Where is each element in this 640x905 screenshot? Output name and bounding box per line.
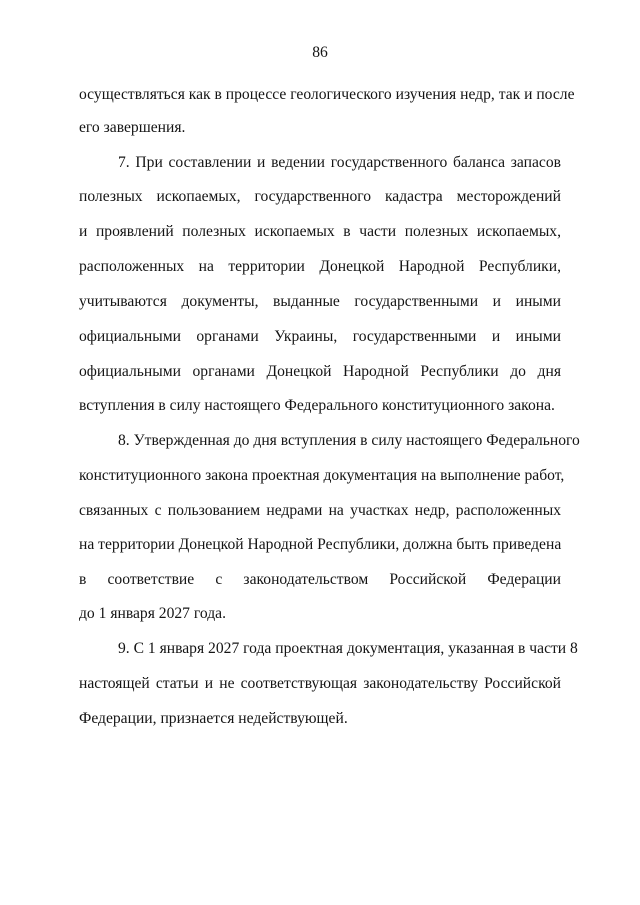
text-line: в соответствие с законодательством Российской Федерации bbox=[79, 571, 561, 588]
paragraph-9-start: 9. С 1 января 2027 года проектная документация, указанная в части 8 bbox=[118, 640, 578, 657]
text-line: официальными органами Украины, государственными и иными bbox=[79, 328, 561, 345]
text-line: на территории Донецкой Народной Республики, должна быть приведена bbox=[79, 536, 562, 553]
text-line: учитываются документы, выданные государственными и иными bbox=[79, 293, 561, 310]
text-line: вступления в силу настоящего Федерального конституционного закона. bbox=[79, 397, 555, 414]
text-line: полезных ископаемых, государственного кадастра месторождений bbox=[79, 188, 561, 205]
text-line: Федерации, признается недействующей. bbox=[79, 710, 348, 727]
page-number: 86 bbox=[312, 44, 328, 61]
paragraph-8-start: 8. Утвержденная до дня вступления в силу настоящего Федерального bbox=[118, 432, 580, 449]
text-line: официальными органами Донецкой Народной Республики до дня bbox=[79, 363, 561, 380]
paragraph-7-start: 7. При составлении и ведении государственного баланса запасов bbox=[118, 154, 561, 171]
text-line: и проявлений полезных ископаемых в части полезных ископаемых, bbox=[79, 223, 561, 240]
text-line: его завершения. bbox=[79, 119, 186, 136]
text-line: конституционного закона проектная документация на выполнение работ, bbox=[79, 467, 565, 484]
text-line: расположенных на территории Донецкой Народной Республики, bbox=[79, 258, 561, 275]
text-line: осуществляться как в процессе геологического изучения недр, так и после bbox=[79, 86, 575, 103]
text-line: связанных с пользованием недрами на участках недр, расположенных bbox=[79, 502, 561, 519]
text-line: до 1 января 2027 года. bbox=[79, 605, 226, 622]
text-line: настоящей статьи и не соответствующая законодательству Российской bbox=[79, 675, 561, 692]
